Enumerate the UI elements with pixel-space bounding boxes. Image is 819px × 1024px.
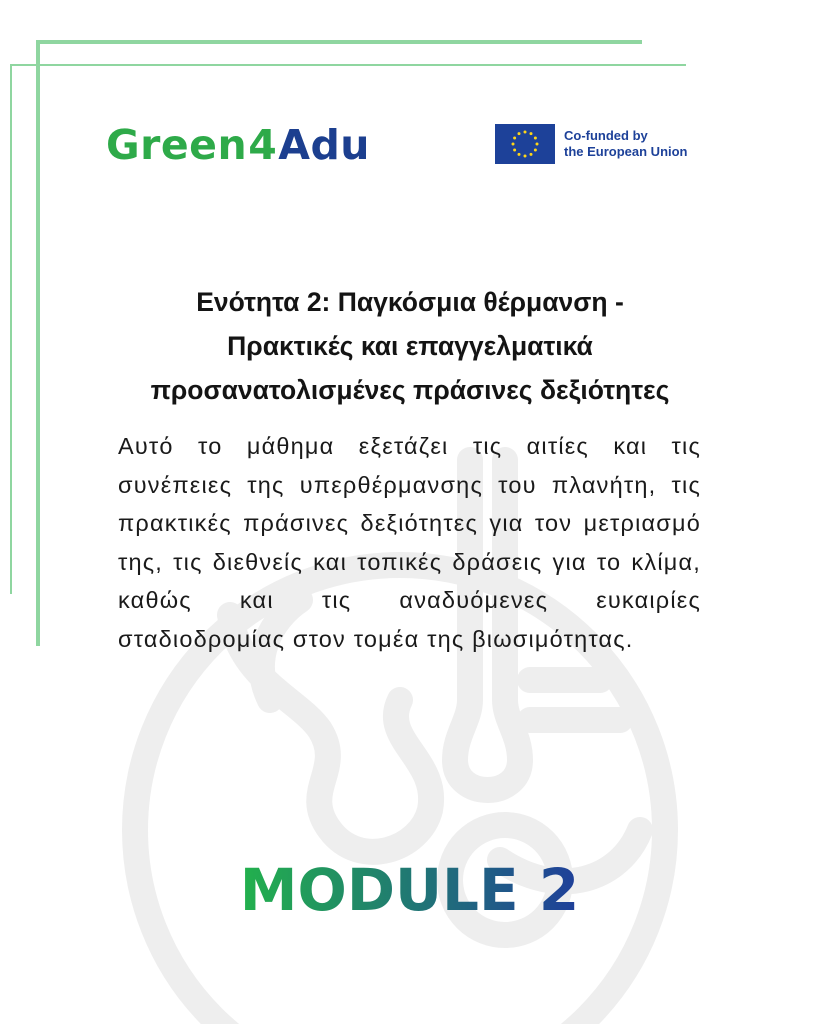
eu-star-icon <box>530 132 533 135</box>
title-line-3: προσανατολισμένες πράσινες δεξιότητες <box>150 375 670 405</box>
eu-star-icon <box>518 153 521 156</box>
eu-star-icon <box>524 131 527 134</box>
eu-star-icon <box>530 153 533 156</box>
logo-text-four: 4 <box>248 121 278 169</box>
eu-cofunded-badge <box>495 124 688 164</box>
eu-star-icon <box>513 149 516 152</box>
eu-star-icon <box>534 149 537 152</box>
module-label-graphic <box>0 852 819 932</box>
eu-flag-icon <box>495 124 555 164</box>
eu-star-icon <box>518 132 521 135</box>
eu-star-icon <box>524 155 527 158</box>
module-description: Αυτό το μάθημα εξετάζει τις αιτίες και τις συνέπειες της υπερθέρμανσης του πλανήτη, τις πρακτικές πράσινες δεξιότητες για τον μετριασμό της, τις διεθνείς και τοπικές δράσεις για το κλίμα, καθώς και τις αναδυόμενες ευκαιρίες σταδιοδρομίας στον τομέα της βιωσιμότητας. <box>118 433 701 652</box>
eu-badge-line2: the European Union <box>564 144 688 159</box>
module-label: MODULE 2 <box>239 856 580 924</box>
logo-text-adu: Adu <box>278 121 370 169</box>
module-label-wrapper <box>0 852 819 932</box>
eu-star-icon <box>534 137 537 140</box>
eu-star-icon <box>512 143 515 146</box>
module-title <box>90 280 730 412</box>
logo-text-green: Green <box>106 121 248 169</box>
eu-badge-text <box>564 128 688 160</box>
green4adu-logo <box>106 118 370 172</box>
eu-badge-line1: Co-funded by <box>564 128 648 143</box>
title-line-2: Πρακτικές και επαγγελματικά <box>227 331 593 361</box>
title-line-1: Ενότητα 2: Παγκόσμια θέρμανση - <box>196 287 624 317</box>
eu-star-icon <box>513 137 516 140</box>
eu-star-icon <box>536 143 539 146</box>
